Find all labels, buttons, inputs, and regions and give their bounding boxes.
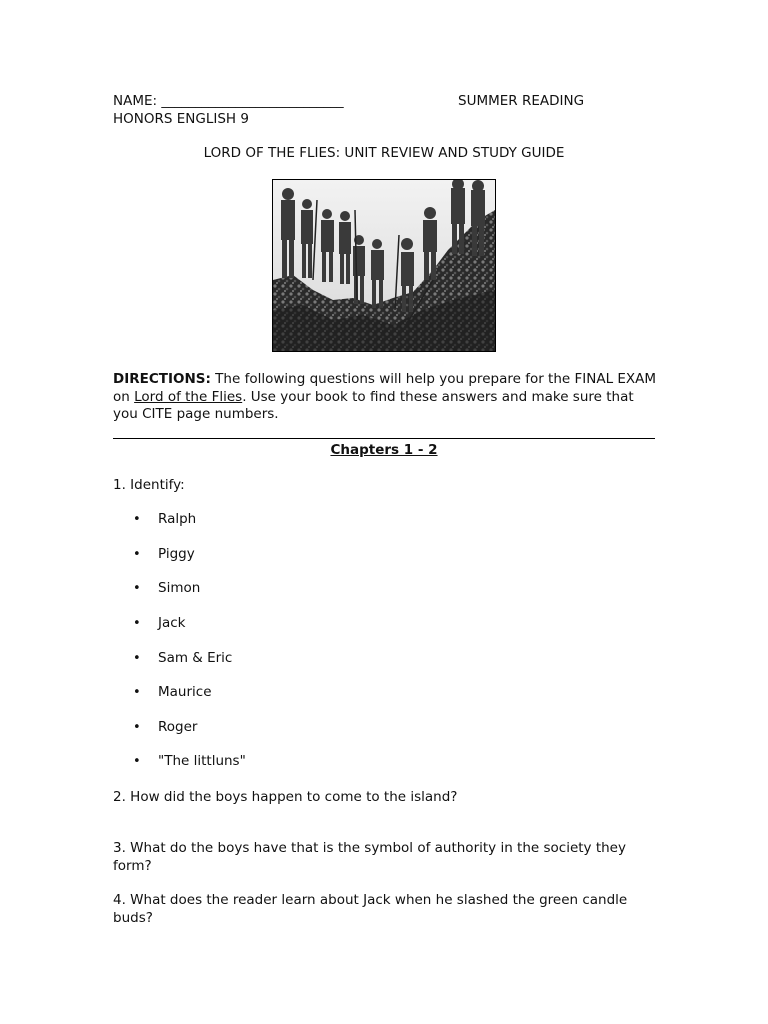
list-item bbox=[133, 546, 195, 563]
boys-on-rocks-photo bbox=[272, 179, 496, 352]
list-item-label: Jack bbox=[158, 615, 186, 631]
list-item-label: Sam & Eric bbox=[158, 650, 233, 666]
bullet-icon: • bbox=[133, 651, 141, 666]
question-4: 4. What does the reader learn about Jack when he slashed the green candle buds? bbox=[113, 892, 628, 926]
list-item-label: "The littluns" bbox=[158, 753, 246, 769]
list-item-label: Piggy bbox=[158, 546, 195, 562]
directions-paragraph bbox=[113, 371, 658, 424]
list-item bbox=[133, 615, 186, 632]
list-item bbox=[133, 753, 246, 770]
list-item bbox=[133, 684, 212, 701]
bullet-icon: • bbox=[133, 754, 141, 769]
directions-text-after: . Use your book to find these answers and make sure that you CITE page numbers. bbox=[113, 388, 634, 422]
photo-illustration bbox=[273, 180, 495, 351]
course-label: HONORS ENGLISH 9 bbox=[113, 111, 249, 127]
section-divider bbox=[113, 438, 655, 439]
question-2: 2. How did the boys happen to come to the island? bbox=[113, 789, 458, 805]
question-3: 3. What do the boys have that is the symbol of authority in the society they form? bbox=[113, 840, 626, 874]
bullet-icon: • bbox=[133, 616, 141, 631]
question-1-prompt: 1. Identify: bbox=[113, 477, 185, 493]
directions-label: DIRECTIONS: bbox=[113, 371, 211, 387]
list-item-label: Simon bbox=[158, 580, 201, 596]
bullet-icon: • bbox=[133, 685, 141, 700]
list-item bbox=[133, 650, 232, 667]
book-title: Lord of the Flies bbox=[134, 388, 243, 405]
list-item bbox=[133, 719, 197, 736]
directions-text-before: The following questions will help you prepare for the FINAL EXAM on bbox=[113, 371, 657, 405]
list-item bbox=[133, 580, 200, 597]
bullet-icon: • bbox=[133, 547, 141, 562]
page-title: LORD OF THE FLIES: UNIT REVIEW AND STUDY GUIDE bbox=[203, 145, 565, 161]
bullet-icon: • bbox=[133, 581, 141, 596]
list-item-label: Ralph bbox=[158, 511, 197, 527]
summer-reading-label: SUMMER READING bbox=[458, 93, 585, 109]
list-item-label: Maurice bbox=[158, 684, 212, 700]
bullet-icon: • bbox=[133, 720, 141, 735]
name-field-label: NAME: ___________________________ bbox=[113, 93, 344, 109]
list-item-label: Roger bbox=[158, 719, 198, 735]
bullet-icon: • bbox=[133, 512, 141, 527]
section-heading: Chapters 1 - 2 bbox=[330, 442, 438, 458]
list-item bbox=[133, 511, 196, 528]
